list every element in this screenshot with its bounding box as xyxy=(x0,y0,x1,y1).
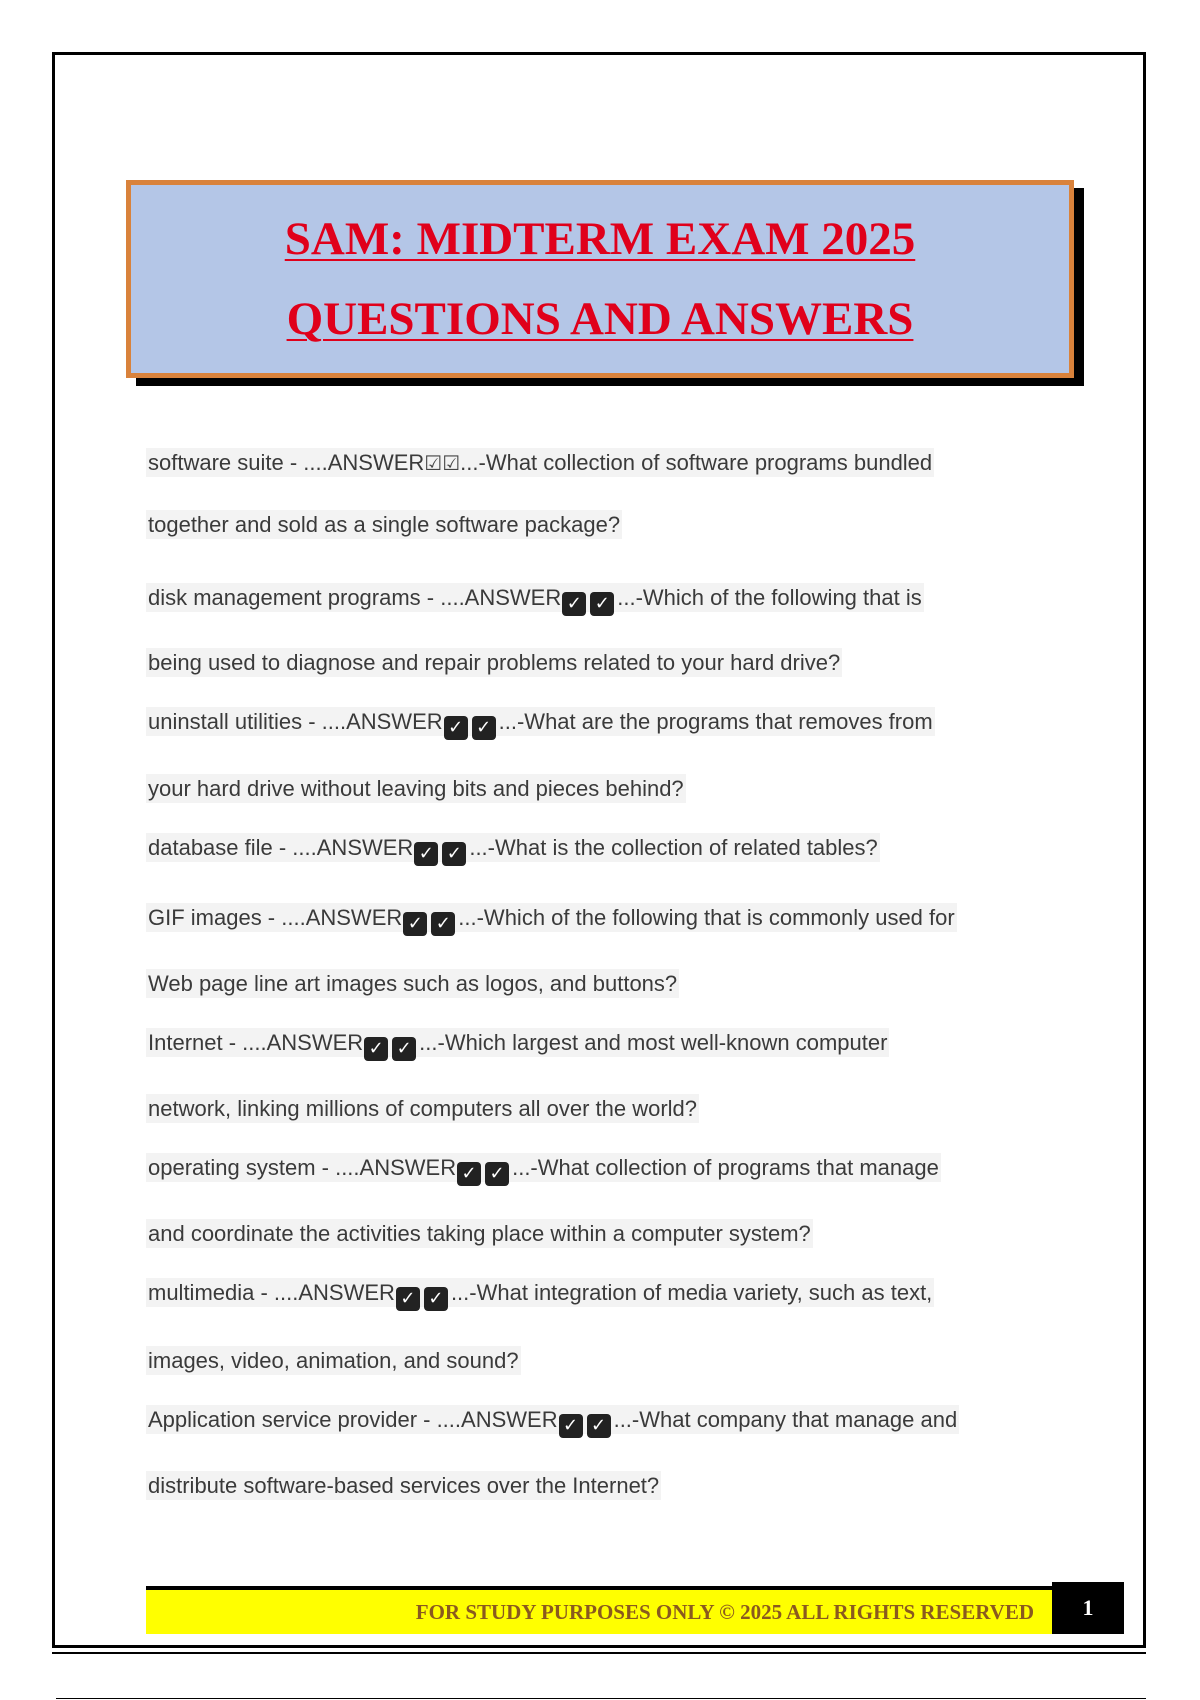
checkbox-checked-icon: ✓ xyxy=(431,912,455,936)
footer-text: FOR STUDY PURPOSES ONLY © 2025 ALL RIGHTS RESERVED xyxy=(415,1599,1034,1624)
qa-question-text: uninstall utilities - ....ANSWER ✓ ✓ ...-What are the programs that removes from xyxy=(148,709,933,738)
checkbox-checked-icon: ✓ xyxy=(424,1287,448,1311)
checkbox-checked-icon: ✓ xyxy=(364,1037,388,1061)
checkbox-checked-icon: ✓ xyxy=(590,592,614,616)
checkbox-checked-icon: ✓ xyxy=(562,592,586,616)
checkbox-checked-icon: ✓ xyxy=(442,842,466,866)
checkbox-checked-icon: ✓ xyxy=(414,842,438,866)
qa-item xyxy=(146,836,1066,866)
qa-item xyxy=(146,906,1066,995)
qa-question-text-cont: your hard drive without leaving bits and pieces behind? xyxy=(148,776,684,801)
qa-item xyxy=(146,586,1066,674)
qa-question-text-cont: images, video, animation, and sound? xyxy=(148,1348,519,1373)
checkbox-checked-icon: ✓ xyxy=(444,716,468,740)
qa-question-text-cont: together and sold as a single software package? xyxy=(148,512,621,537)
qa-question-text: multimedia - ....ANSWER ✓ ✓ ...-What integration of media variety, such as text, xyxy=(148,1280,933,1309)
checkbox-checked-icon: ✓ xyxy=(392,1037,416,1061)
checkbox-checked-icon: ✓ xyxy=(472,716,496,740)
qa-item xyxy=(146,1031,1066,1120)
checkbox-checked-icon: ✓ xyxy=(403,912,427,936)
qa-question-text-cont: and coordinate the activities taking place within a computer system? xyxy=(148,1221,811,1246)
qa-question-text: Application service provider - ....ANSWER ✓ ✓ ...-What company that manage and xyxy=(148,1407,958,1436)
page-number: 1 xyxy=(1052,1582,1124,1634)
qa-question-text: operating system - ....ANSWER ✓ ✓ ...-What collection of programs that manage xyxy=(148,1155,939,1184)
page-bottom-rule xyxy=(52,1652,1146,1654)
qa-question-text-cont: Web page line art images such as logos, and buttons? xyxy=(148,971,678,996)
qa-question-text-cont: network, linking millions of computers all over the world? xyxy=(148,1096,698,1121)
checkbox-outline-icon: ☑☑ xyxy=(424,451,461,475)
qa-question-text-cont: distribute software-based services over the Internet? xyxy=(148,1473,660,1498)
checkbox-checked-icon: ✓ xyxy=(587,1414,611,1438)
qa-item xyxy=(146,710,1066,800)
document-title-line-2: QUESTIONS AND ANSWERS xyxy=(286,293,914,345)
qa-list xyxy=(146,452,1066,1497)
qa-question-text: software suite - ....ANSWER☑☑...-What collection of software programs bundled xyxy=(148,450,933,475)
qa-item xyxy=(146,452,1066,536)
page-bottom-line xyxy=(56,1698,1146,1699)
qa-question-text: Internet - ....ANSWER ✓ ✓ ...-Which largest and most well-known computer xyxy=(148,1030,888,1059)
qa-question-text: disk management programs - ....ANSWER ✓ ✓ ...-Which of the following that is xyxy=(148,585,922,614)
qa-item xyxy=(146,1156,1066,1245)
checkbox-checked-icon: ✓ xyxy=(457,1162,481,1186)
checkbox-checked-icon: ✓ xyxy=(396,1287,420,1311)
qa-question-text-cont: being used to diagnose and repair problems related to your hard drive? xyxy=(148,650,841,675)
qa-question-text: database file - ....ANSWER ✓ ✓ ...-What is the collection of related tables? xyxy=(148,835,878,864)
checkbox-checked-icon: ✓ xyxy=(485,1162,509,1186)
checkbox-checked-icon: ✓ xyxy=(559,1414,583,1438)
qa-question-text: GIF images - ....ANSWER ✓ ✓ ...-Which of the following that is commonly used for xyxy=(148,905,955,934)
document-title-line-1: SAM: MIDTERM EXAM 2025 xyxy=(284,213,916,265)
qa-item xyxy=(146,1281,1066,1372)
footer-bar xyxy=(146,1586,1052,1634)
qa-item xyxy=(146,1408,1066,1497)
title-box xyxy=(126,180,1074,378)
